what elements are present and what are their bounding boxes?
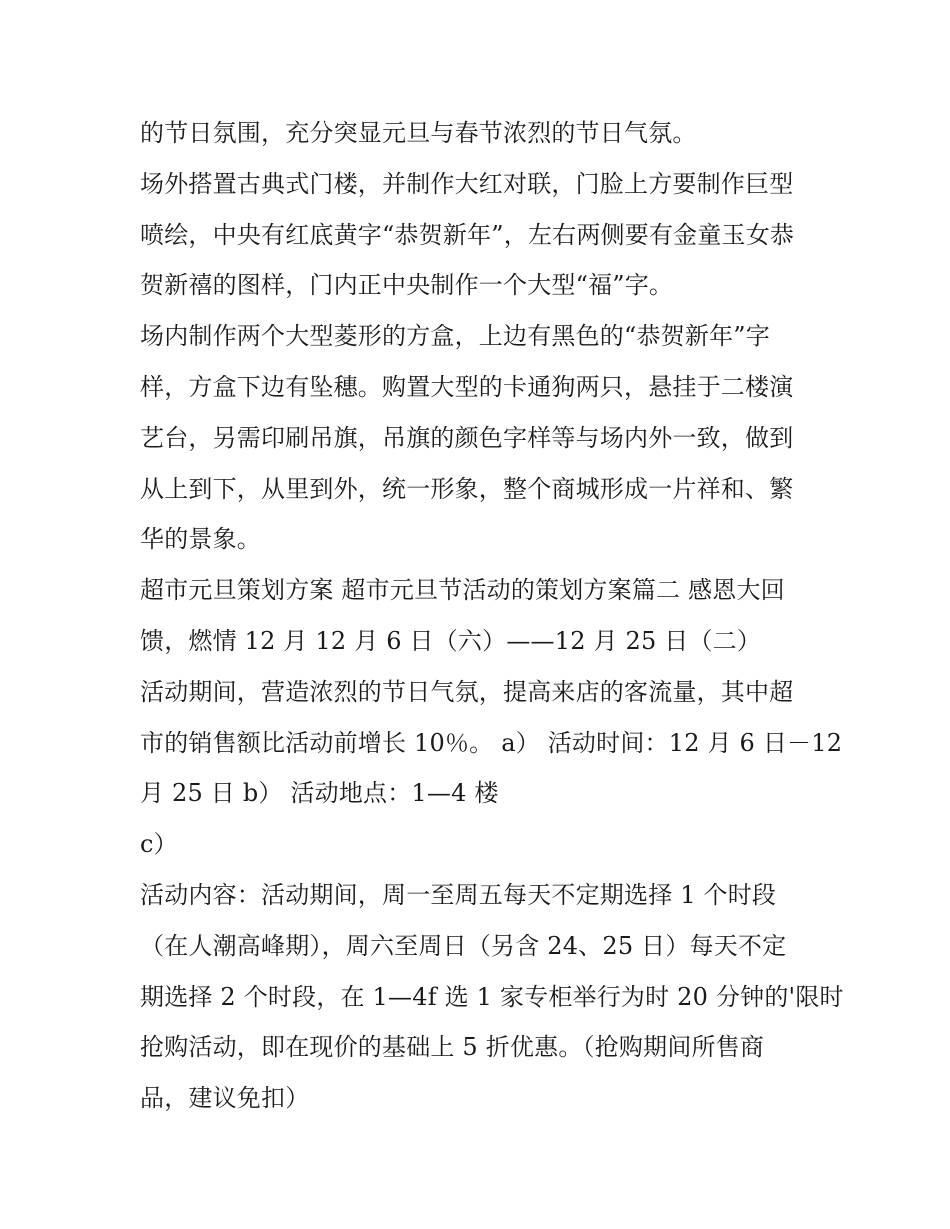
- text-line: 场外搭置古典式门楼，并制作大红对联，门脸上方要制作巨型: [140, 169, 794, 198]
- document-body: [140, 108, 844, 1124]
- text-line: 场内制作两个大型菱形的方盒，上边有黑色的“恭贺新年”字: [140, 322, 770, 351]
- text-line: c）: [140, 830, 178, 859]
- text-line: 从上到下，从里到外，统一形象，整个商城形成一片祥和、繁: [140, 474, 794, 503]
- text-line: 超市元旦策划方案 超市元旦节活动的策划方案篇二 感恩大回: [140, 576, 785, 605]
- text-line: 的节日氛围，充分突显元旦与春节浓烈的节日气氛。: [140, 119, 697, 147]
- text-line: 活动期间，营造浓烈的节日气氛，提高来店的客流量，其中超: [140, 677, 794, 706]
- text-line: 华的景象。: [140, 525, 261, 554]
- text-line: （在人潮高峰期），周六至周日（另含 24、25 日）每天不定: [140, 931, 787, 960]
- text-line: 馈，燃情 12 月 12 月 6 日（六）——12 月 25 日（二）: [140, 626, 762, 655]
- text-line: 艺台，另需印刷吊旗，吊旗的颜色字样等与场内外一致，做到: [140, 423, 794, 452]
- text-line: 喷绘，中央有红底黄字“恭贺新年”，左右两侧要有金童玉女恭: [140, 220, 795, 249]
- text-line: 月 25 日 b） 活动地点：1—4 楼: [140, 779, 499, 808]
- text-line: 贺新禧的图样，门内正中央制作一个大型“福”字。: [140, 271, 674, 300]
- text-line: 活动内容：活动期间，周一至周五每天不定期选择 1 个时段: [140, 880, 777, 909]
- text-line: 期选择 2 个时段，在 1—4f 选 1 家专柜举行为时 20 分钟的'限时: [140, 982, 844, 1011]
- text-line: 抢购活动，即在现价的基础上 5 折优惠。（抢购期间所售商: [140, 1033, 765, 1062]
- text-line: 市的销售额比活动前增长 10％。 a） 活动时间：12 月 6 日－12: [140, 728, 843, 757]
- text-line: 品，建议免扣）: [140, 1084, 310, 1113]
- text-line: 样，方盒下边有坠穗。购置大型的卡通狗两只，悬挂于二楼演: [140, 372, 794, 401]
